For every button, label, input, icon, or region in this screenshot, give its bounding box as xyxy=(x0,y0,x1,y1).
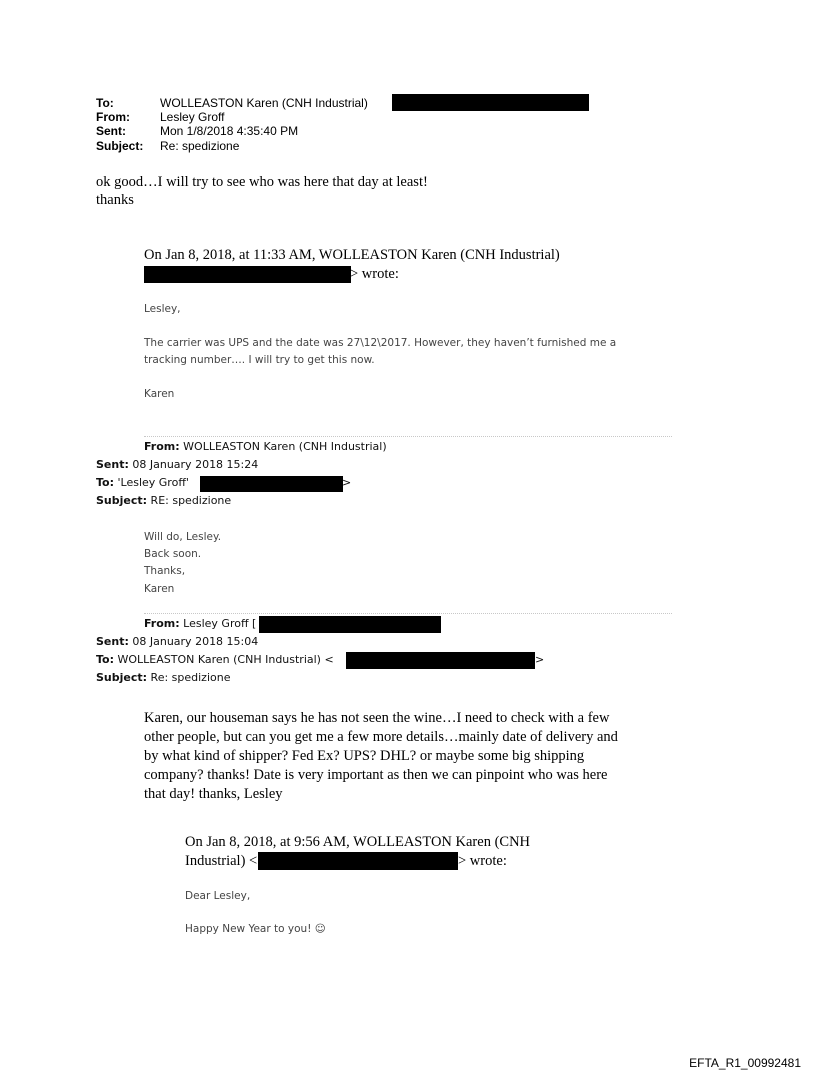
bates-number: EFTA_R1_00992481 xyxy=(689,1056,801,1070)
msg3-from xyxy=(144,617,256,630)
msg3-to-label: To: xyxy=(96,653,114,666)
msg2-sent-label: Sent: xyxy=(96,458,129,471)
msg3-from-label: From: xyxy=(144,617,180,630)
msg2-body-line-3: Thanks, xyxy=(144,565,186,577)
msg2-to-value: 'Lesley Groff' xyxy=(117,476,189,489)
msg2-subject-value: RE: spedizione xyxy=(150,494,232,507)
msg2-to-label: To: xyxy=(96,476,114,489)
subject-label: Subject: xyxy=(96,139,144,153)
quote2-intro-line-2a: Industrial) < xyxy=(185,853,258,869)
msg3-from-value: Lesley Groff [ xyxy=(183,617,257,630)
quote2-intro-line-2b: > wrote: xyxy=(458,853,507,869)
redaction-block xyxy=(200,476,343,492)
msg3-body-line-1: Karen, our houseman says he has not seen the wine…I need to check with a few xyxy=(144,710,610,726)
msg2-to-tail: > xyxy=(342,476,352,489)
quote2-line: Happy New Year to you! ☺ xyxy=(185,923,326,935)
divider xyxy=(144,436,672,437)
msg2-to xyxy=(96,476,189,489)
reply-line-2: thanks xyxy=(96,192,134,208)
msg2-sent-value: 08 January 2018 15:24 xyxy=(132,458,259,471)
msg2-sent xyxy=(96,458,258,471)
redaction-block xyxy=(346,652,535,669)
msg3-sent-label: Sent: xyxy=(96,635,129,648)
quote-para-line-2: tracking number…. I will try to get this now. xyxy=(144,354,375,366)
msg3-body-line-2: other people, but can you get me a few more details…mainly date of delivery and xyxy=(144,729,618,745)
divider xyxy=(144,613,672,614)
msg3-subject xyxy=(96,671,231,684)
from-value: Lesley Groff xyxy=(160,110,225,124)
msg2-subject-label: Subject: xyxy=(96,494,148,507)
quote2-intro-line-1: On Jan 8, 2018, at 9:56 AM, WOLLEASTON Karen (CNH xyxy=(185,834,531,850)
msg2-body-line-2: Back soon. xyxy=(144,548,202,560)
redaction-block xyxy=(258,852,458,870)
msg3-subject-value: Re: spedizione xyxy=(150,671,231,684)
msg2-from-value: WOLLEASTON Karen (CNH Industrial) xyxy=(183,440,387,453)
msg2-from-label: From: xyxy=(144,440,180,453)
msg3-sent xyxy=(96,635,258,648)
reply-line-1: ok good…I will try to see who was here that day at least! xyxy=(96,174,428,190)
quote-signoff: Karen xyxy=(144,388,175,400)
quote-greeting: Lesley, xyxy=(144,303,181,315)
sent-value: Mon 1/8/2018 4:35:40 PM xyxy=(160,124,299,138)
redaction-block xyxy=(259,616,441,633)
msg3-subject-label: Subject: xyxy=(96,671,148,684)
quote-para-line-1: The carrier was UPS and the date was 27\12\2017. However, they haven’t furnished me a xyxy=(144,337,617,349)
msg3-body-line-3: by what kind of shipper? Fed Ex? UPS? DHL? or maybe some big shipping xyxy=(144,748,585,764)
redaction-block xyxy=(144,266,351,283)
sent-label: Sent: xyxy=(96,124,126,138)
to-label: To: xyxy=(96,96,114,110)
quote-intro-line-2: > wrote: xyxy=(350,266,399,282)
msg3-body-line-4: company? thanks! Date is very important as then we can pinpoint who was here xyxy=(144,767,608,783)
msg3-sent-value: 08 January 2018 15:04 xyxy=(132,635,259,648)
from-label: From: xyxy=(96,110,130,124)
to-value: WOLLEASTON Karen (CNH Industrial) xyxy=(160,96,368,110)
redaction-block xyxy=(392,94,589,111)
msg3-to xyxy=(96,653,334,666)
msg3-to-value: WOLLEASTON Karen (CNH Industrial) < xyxy=(117,653,334,666)
msg2-from xyxy=(144,440,387,453)
msg2-subject xyxy=(96,494,231,507)
quote-intro-line-1: On Jan 8, 2018, at 11:33 AM, WOLLEASTON Karen (CNH Industrial) xyxy=(144,247,560,263)
msg2-body-line-4: Karen xyxy=(144,583,175,595)
subject-value: Re: spedizione xyxy=(160,139,240,153)
msg2-body-line-1: Will do, Lesley. xyxy=(144,531,222,543)
msg3-body-line-5: that day! thanks, Lesley xyxy=(144,786,283,802)
quote2-greeting: Dear Lesley, xyxy=(185,890,251,902)
msg3-to-tail: > xyxy=(535,653,545,666)
